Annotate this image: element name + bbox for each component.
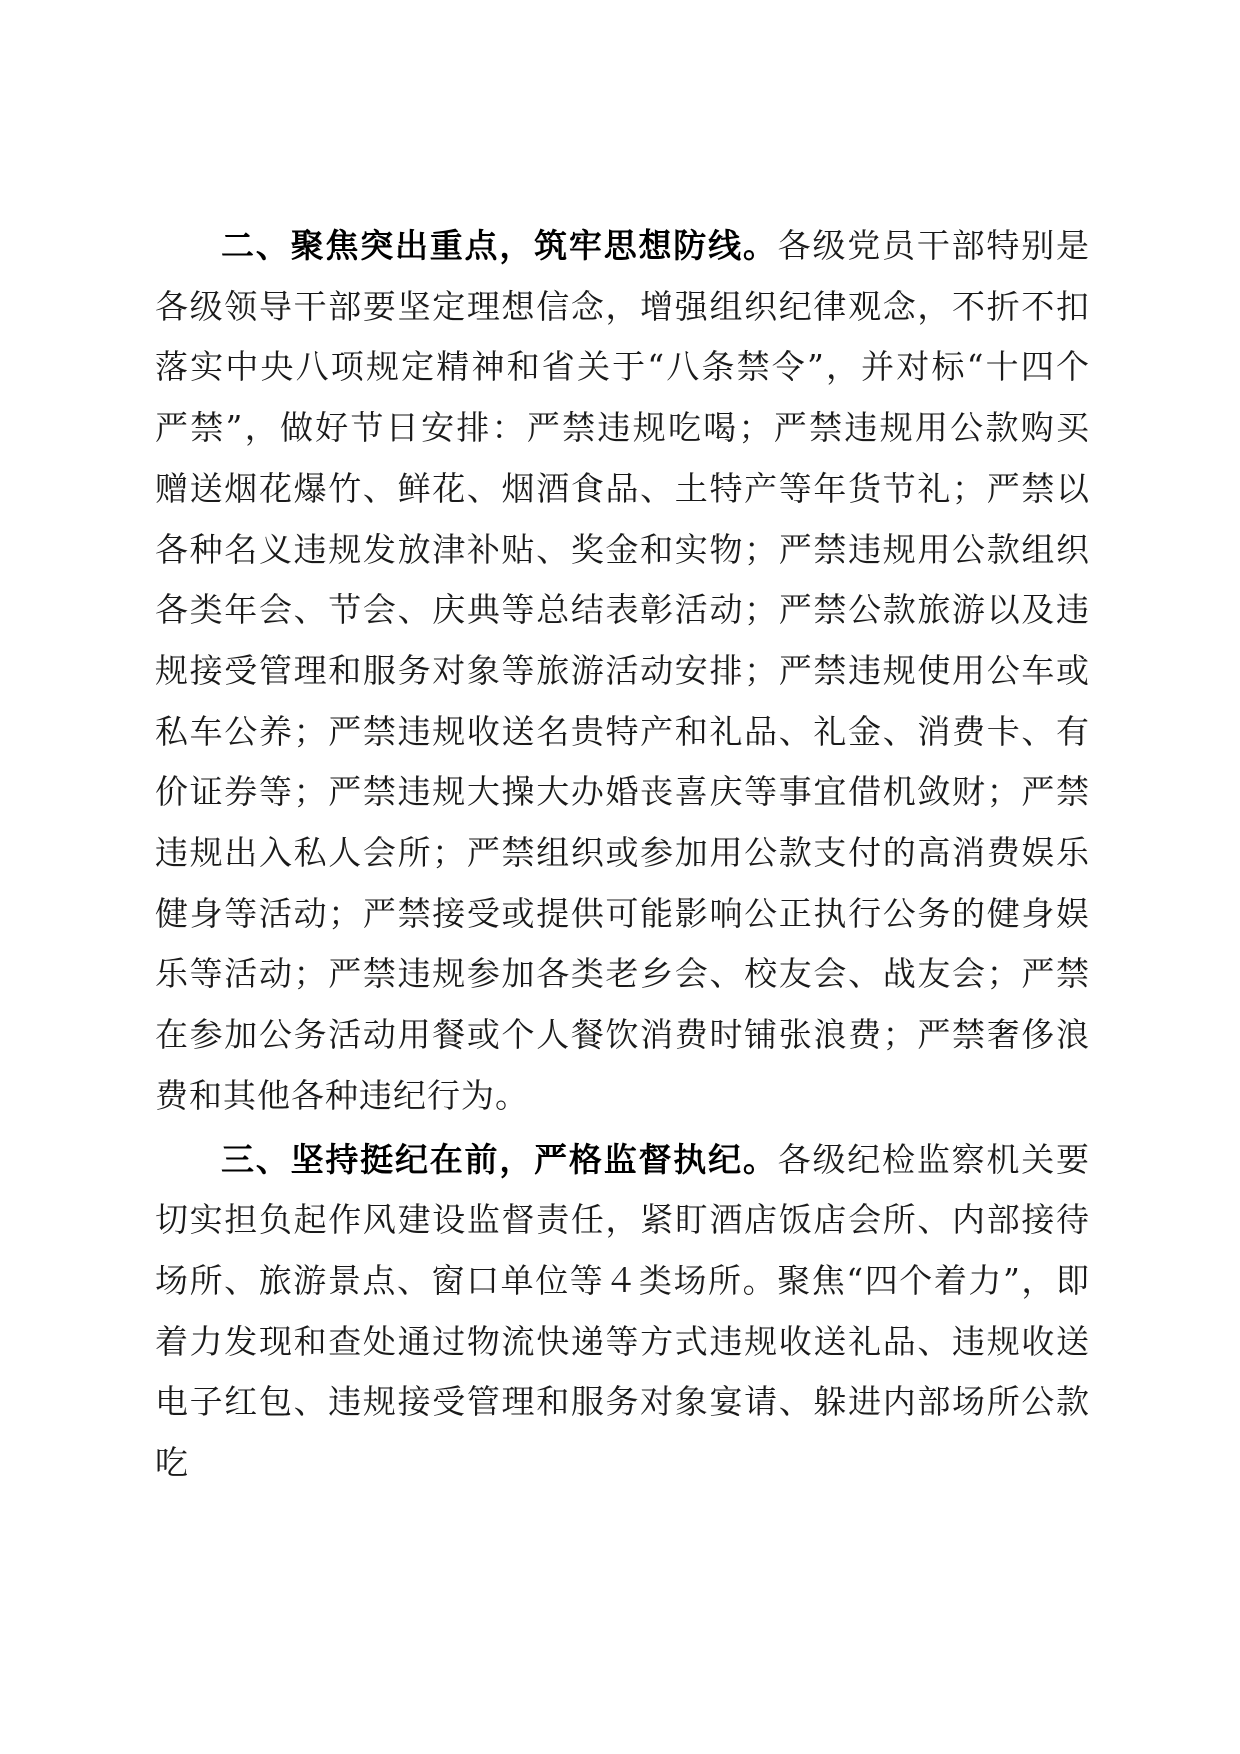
paragraph-body: 各级党员干部特别是各级领导干部要坚定理想信念，增强组织纪律观念，不折不扣落实中央八项规定精神和省关于“八条禁令”，并对标“十四个严禁”，做好节日安排：严禁违规吃喝；严禁违规用公款购买赠送烟花爆竹、鲜花、烟酒食品、土特产等年货节礼；严禁以各种名义违规发放津补贴、奖金和实物；严禁违规用公款组织各类年会、节会、庆典等总结表彰活动；严禁公款旅游以及违规接受管理和服务对象等旅游活动安排；严禁违规使用公车或私车公养；严禁违规收送名贵特产和礼品、礼金、消费卡、有价证券等；严禁违规大操大办婚丧喜庆等事宜借机敛财；严禁违规出入私人会所；严禁组织或参加用公款支付的高消费娱乐健身等活动；严禁接受或提供可能影响公正执行公务的健身娱乐等活动；严禁违规参加各类老乡会、校友会、战友会；严禁在参加公务活动用餐或个人餐饮消费时铺张浪费；严禁奢侈浪费和其他各种违纪行为。 — [155, 226, 1091, 1115]
paragraph-body: 各级纪检监察机关要切实担负起作风建设监督责任，紧盯酒店饭店会所、内部接待场所、旅游景点、窗口单位等４类场所。聚焦“四个着力”，即着力发现和查处通过物流快递等方式违规收送礼品、违规收送电子红包、违规接受管理和服务对象宴请、躲进内部场所公款吃 — [155, 1139, 1091, 1483]
paragraph-supervision-discipline — [155, 1130, 1090, 1494]
paragraph-heading: 二、聚焦突出重点，筑牢思想防线。 — [221, 226, 778, 265]
document-page — [155, 216, 1090, 1494]
paragraph-heading: 三、坚持挺纪在前，严格监督执纪。 — [221, 1139, 778, 1179]
paragraph-focus-key-points — [155, 216, 1090, 1127]
